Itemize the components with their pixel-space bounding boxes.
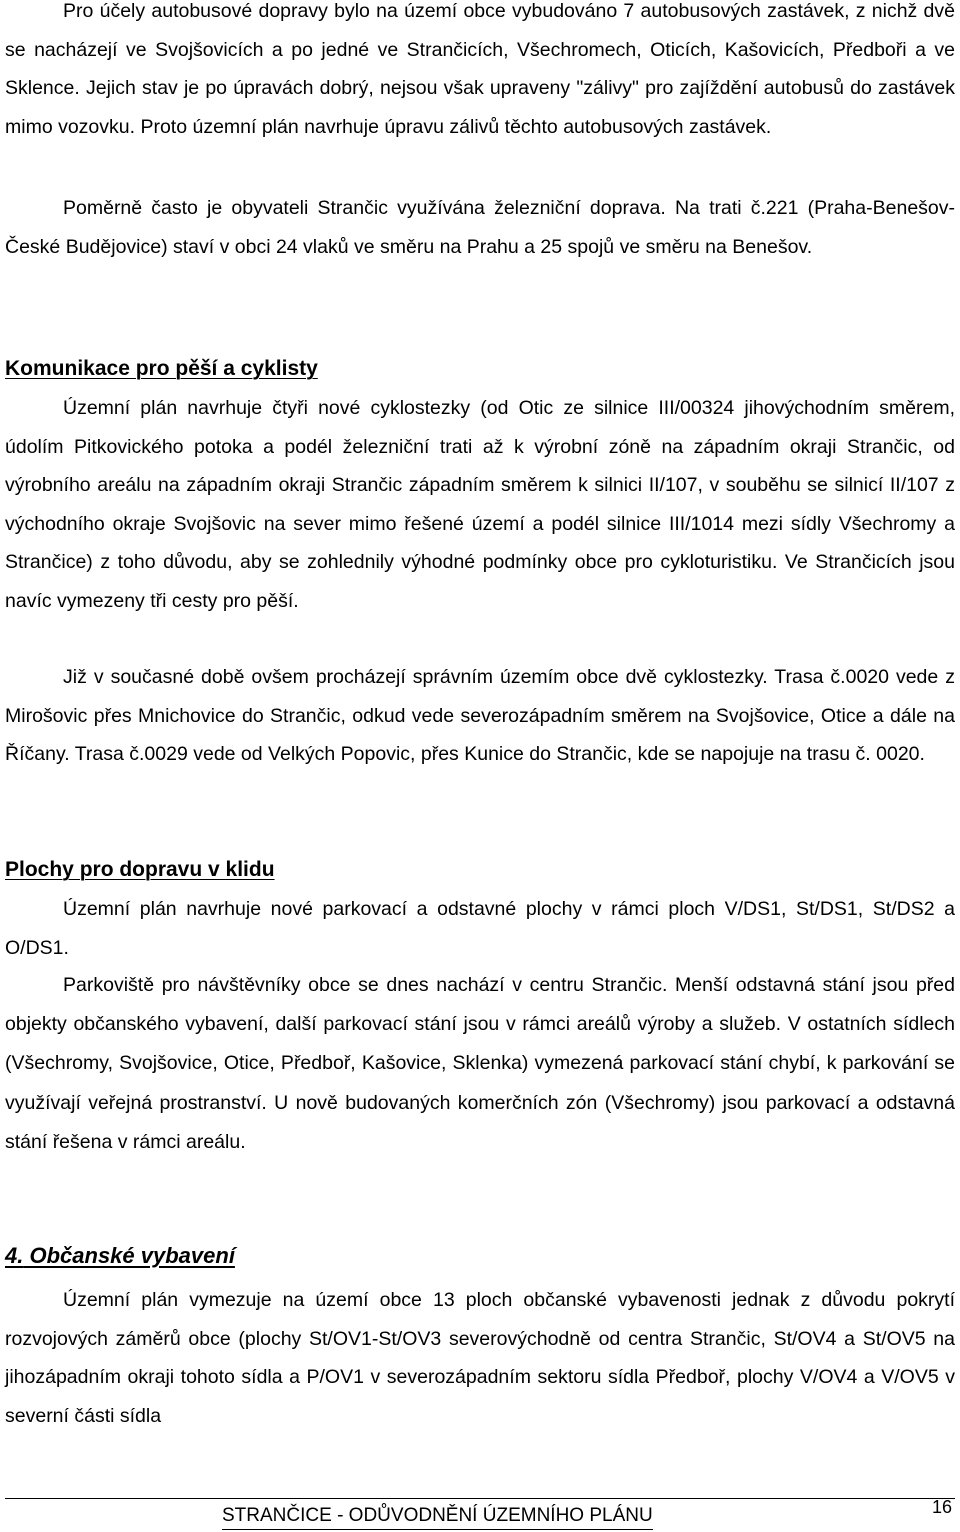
paragraph-cycle-existing: Již v současné době ovšem procházejí správním územím obce dvě cyklostezky. Trasa č.0020 vede z Mirošovic přes Mnichovice do Strančic, odkud vede severozápadním směrem na Svojšovice, Otice a dále na Říčany. Trasa č.0029 vede od Velkých Popovic, přes Kunice do Strančic, kde se napojuje na trasu č. 0020. xyxy=(5,666,955,766)
heading-pedestrians-cyclists: Komunikace pro pěší a cyklisty xyxy=(5,357,318,380)
paragraph-parking-existing: Parkoviště pro návštěvníky obce se dnes nachází v centru Strančic. Menší odstavná stání jsou před objekty občanského vybavení, další parkovací stání jsou v rámci areálů výroby a služeb. V ostatních sídlech (Všechromy, Svojšovice, Otice, Předboř, Kašovice, Sklenka) vymezená parkovací stání chybí, k parkování se využívají veřejná prostranství. U nově budovaných komerčních zón (Všechromy) jsou parkovací a odstavná stání řešena v rámci areálu. xyxy=(5,974,955,1153)
paragraph-bus-stops: Pro účely autobusové dopravy bylo na území obce vybudováno 7 autobusových zastávek, z nichž dvě se nacházejí ve Svojšovicích a po jedné ve Strančicích, Všechromech, Oticích, Kašovicích, Předboři a ve Sklence. Jejich stav je po úpravách dobrý, nejsou však upraveny "zálivy" pro zajíždění autobusů do zastávek mimo vozovku. Proto územní plán navrhuje úpravu zálivů těchto autobusových zastávek. xyxy=(5,0,955,138)
footer-divider xyxy=(5,1498,955,1499)
paragraph-civic: Územní plán vymezuje na území obce 13 ploch občanské vybavenosti jednak z důvodu pokrytí rozvojových záměrů obce (plochy St/OV1-St/OV3 severovýchodně od centra Strančic, St/OV4 a St/OV5 na jihozápadním okraji tohoto sídla a P/OV1 v severozápadním sektoru sídla Předboř, plochy V/OV4 a V/OV5 v severní části sídla xyxy=(5,1289,955,1427)
chapter-title: Občanské vybavení xyxy=(29,1243,235,1268)
chapter-number: 4. xyxy=(5,1243,24,1268)
heading-parking: Plochy pro dopravu v klidu xyxy=(5,858,275,881)
footer-document-title: STRANČICE - ODŮVODNĚNÍ ÚZEMNÍHO PLÁNU xyxy=(222,1504,653,1530)
paragraph-parking-new: Územní plán navrhuje nové parkovací a odstavné plochy v rámci ploch V/DS1, St/DS1, St/DS2 a O/DS1. xyxy=(5,898,955,960)
chapter-heading xyxy=(5,1241,235,1271)
paragraph-rail: Poměrně často je obyvateli Strančic využívána železniční doprava. Na trati č.221 (Praha-Benešov-České Budějovice) staví v obci 24 vlaků ve směru na Prahu a 25 spojů ve směru na Benešov. xyxy=(5,197,955,258)
page-number: 16 xyxy=(931,1497,952,1517)
paragraph-cycle-new: Územní plán navrhuje čtyři nové cyklostezky (od Otic ze silnice III/00324 jihovýchodním směrem, údolím Pitkovického potoka a podél železniční trati až k výrobní zóně na západním okraji Strančic, od výrobního areálu na západním okraji Strančic západním směrem k silnici II/107, v souběhu se silnicí II/107 z východního okraje Svojšovic na sever mimo řešené území a podél silnice III/1014 mezi sídly Všechromy a Strančice) z toho důvodu, aby se zohlednily výhodné podmínky obce pro cykloturistiku. Ve Strančicích jsou navíc vymezeny tři cesty pro pěší. xyxy=(5,397,955,612)
